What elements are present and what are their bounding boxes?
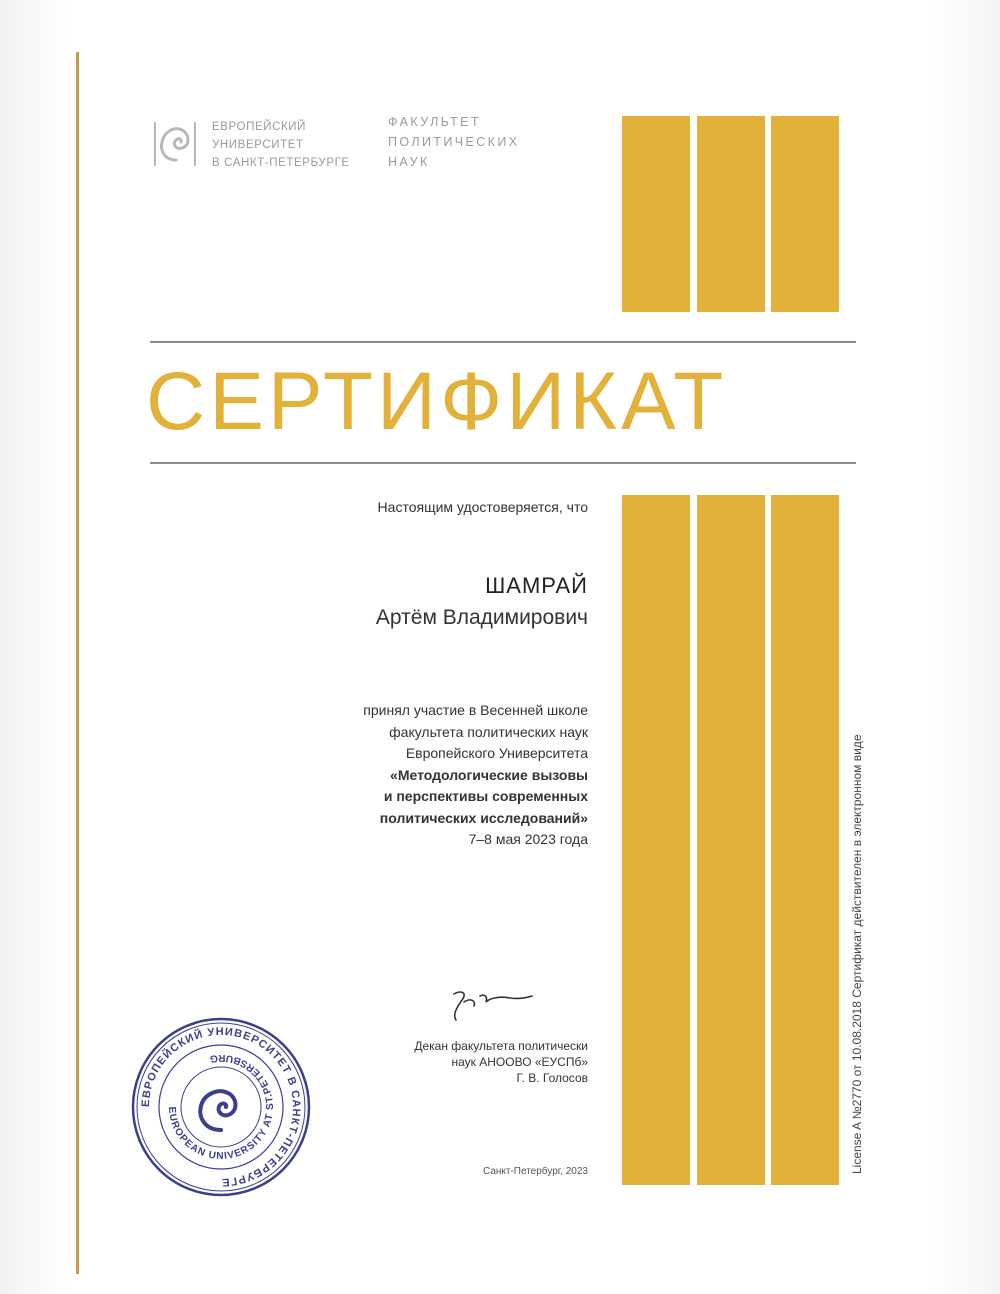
place-and-year: Санкт-Петербург, 2023 [482, 1166, 588, 1177]
faculty-name [388, 112, 519, 172]
university-line: ЕВРОПЕЙСКИЙ [212, 121, 307, 133]
body-line: принял участие в Весенней школе [363, 702, 588, 718]
faculty-line: ФАКУЛЬТЕТ [388, 115, 481, 129]
decor-bar-bottom-2 [697, 495, 765, 1185]
recipient-given-names: Артём Владимирович [375, 606, 588, 629]
university-stamp [126, 1012, 316, 1202]
university-line: В САНКТ-ПЕТЕРБУРГЕ [212, 157, 350, 169]
decor-bar-top-2 [697, 116, 765, 312]
university-line: УНИВЕРСИТЕТ [212, 139, 304, 151]
program-line: политических исследований» [379, 809, 588, 826]
body-line: Европейского Университета [405, 745, 588, 761]
license-note: License A №2770 от 10.08.2018 Сертификат действителен в электронном виде [850, 734, 864, 1174]
svg-text:EUROPEAN UNIVERSITY AT ST.PETE: EUROPEAN UNIVERSITY AT ST.PETERSBURG [165, 1051, 277, 1163]
decor-bar-top-3 [771, 116, 839, 312]
decor-bar-bottom-1 [622, 495, 690, 1185]
decor-bar-bottom-3 [771, 495, 839, 1185]
dean-block [414, 1038, 588, 1086]
dean-name: Г. В. Голосов [516, 1071, 588, 1085]
faculty-line: ПОЛИТИЧЕСКИХ [388, 135, 520, 149]
event-dates: 7–8 мая 2023 года [468, 831, 588, 847]
dean-signature [440, 986, 540, 1028]
university-name [212, 118, 350, 172]
certificate-title: СЕРТИФИКАТ [146, 356, 728, 447]
svg-text:ЕВРОПЕЙСКИЙ УНИВЕРСИТЕТ В САНК: ЕВРОПЕЙСКИЙ УНИВЕРСИТЕТ В САНКТ-ПЕТЕРБУРГЕ [139, 1025, 303, 1189]
certificate-body [363, 700, 588, 851]
body-line: факультета политических наук [389, 723, 588, 740]
university-logo-icon [154, 118, 198, 168]
program-line: «Методологические вызовы [390, 766, 588, 783]
program-line: и перспективы современных [383, 788, 588, 804]
dean-line: наук АНООВО «ЕУСПб» [451, 1055, 588, 1069]
page-edge-line [76, 52, 79, 1274]
decor-bar-top-1 [622, 116, 690, 312]
title-rule-bottom [150, 462, 856, 464]
title-rule-top [150, 341, 856, 343]
faculty-line: НАУК [388, 155, 430, 169]
recipient-surname: ШАМРАЙ [485, 573, 588, 598]
intro-text: Настоящим удостоверяется, что [377, 499, 588, 515]
dean-line: Декан факультета политически [414, 1039, 588, 1053]
